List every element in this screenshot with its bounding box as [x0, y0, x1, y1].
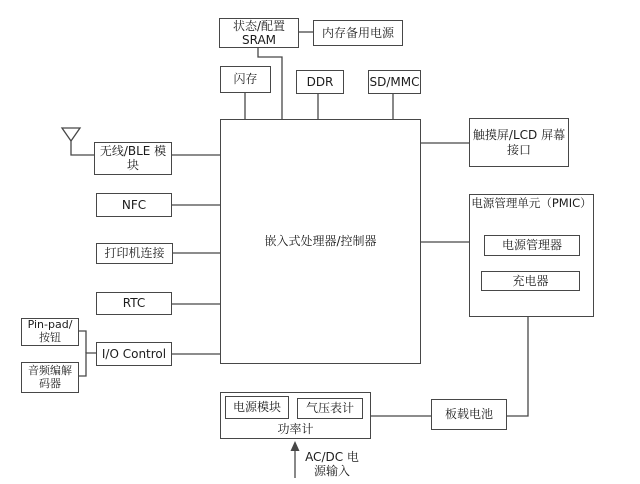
box-flash: 闪存	[220, 66, 271, 93]
pinpad-label-line1: Pin-pad/	[27, 318, 73, 332]
box-onboard-battery: 板载电池	[431, 399, 507, 430]
box-memory-backup-power: 内存备用电源	[313, 20, 403, 46]
antenna-icon	[62, 128, 80, 141]
lcd-label-line2: 接口	[506, 142, 531, 157]
audio-codec-label-line1: 音频编解	[28, 363, 72, 377]
box-barometer: 气压表计	[297, 398, 363, 419]
power-meter-label: 功率计	[277, 422, 314, 436]
box-nfc: NFC	[96, 193, 172, 217]
box-charger: 充电器	[481, 271, 580, 291]
box-status-config-sram	[219, 18, 299, 48]
sram-label-line1: 状态/配置	[232, 18, 286, 33]
box-embedded-processor: 嵌入式处理器/控制器	[220, 119, 421, 364]
sram-label-line2: SRAM	[241, 33, 277, 47]
pmic-title: 电源管理单元（PMIC）	[471, 196, 592, 210]
box-audio-codec	[21, 362, 79, 393]
box-power-manager: 电源管理器	[484, 235, 580, 256]
box-printer-connection: 打印机连接	[96, 243, 173, 264]
box-io-control: I/O Control	[96, 342, 172, 366]
box-sd-mmc: SD/MMC	[368, 70, 421, 94]
acdc-label-line1: AC/DC 电	[305, 450, 359, 464]
box-ddr: DDR	[296, 70, 344, 94]
acdc-input-label	[300, 450, 364, 479]
box-wireless-ble: 无线/BLE 模块	[94, 142, 172, 175]
arrow-up-icon	[291, 441, 300, 451]
box-touchscreen-lcd-interface	[469, 118, 569, 167]
box-pinpad-button	[21, 318, 79, 346]
box-rtc: RTC	[96, 292, 172, 315]
audio-codec-label-line2: 码器	[39, 376, 61, 390]
lcd-label-line1: 触摸屏/LCD 屏幕	[472, 128, 566, 143]
acdc-label-line2: 源输入	[313, 464, 350, 479]
box-power-module: 电源模块	[225, 396, 289, 419]
pinpad-label-line2: 按钮	[39, 331, 61, 344]
